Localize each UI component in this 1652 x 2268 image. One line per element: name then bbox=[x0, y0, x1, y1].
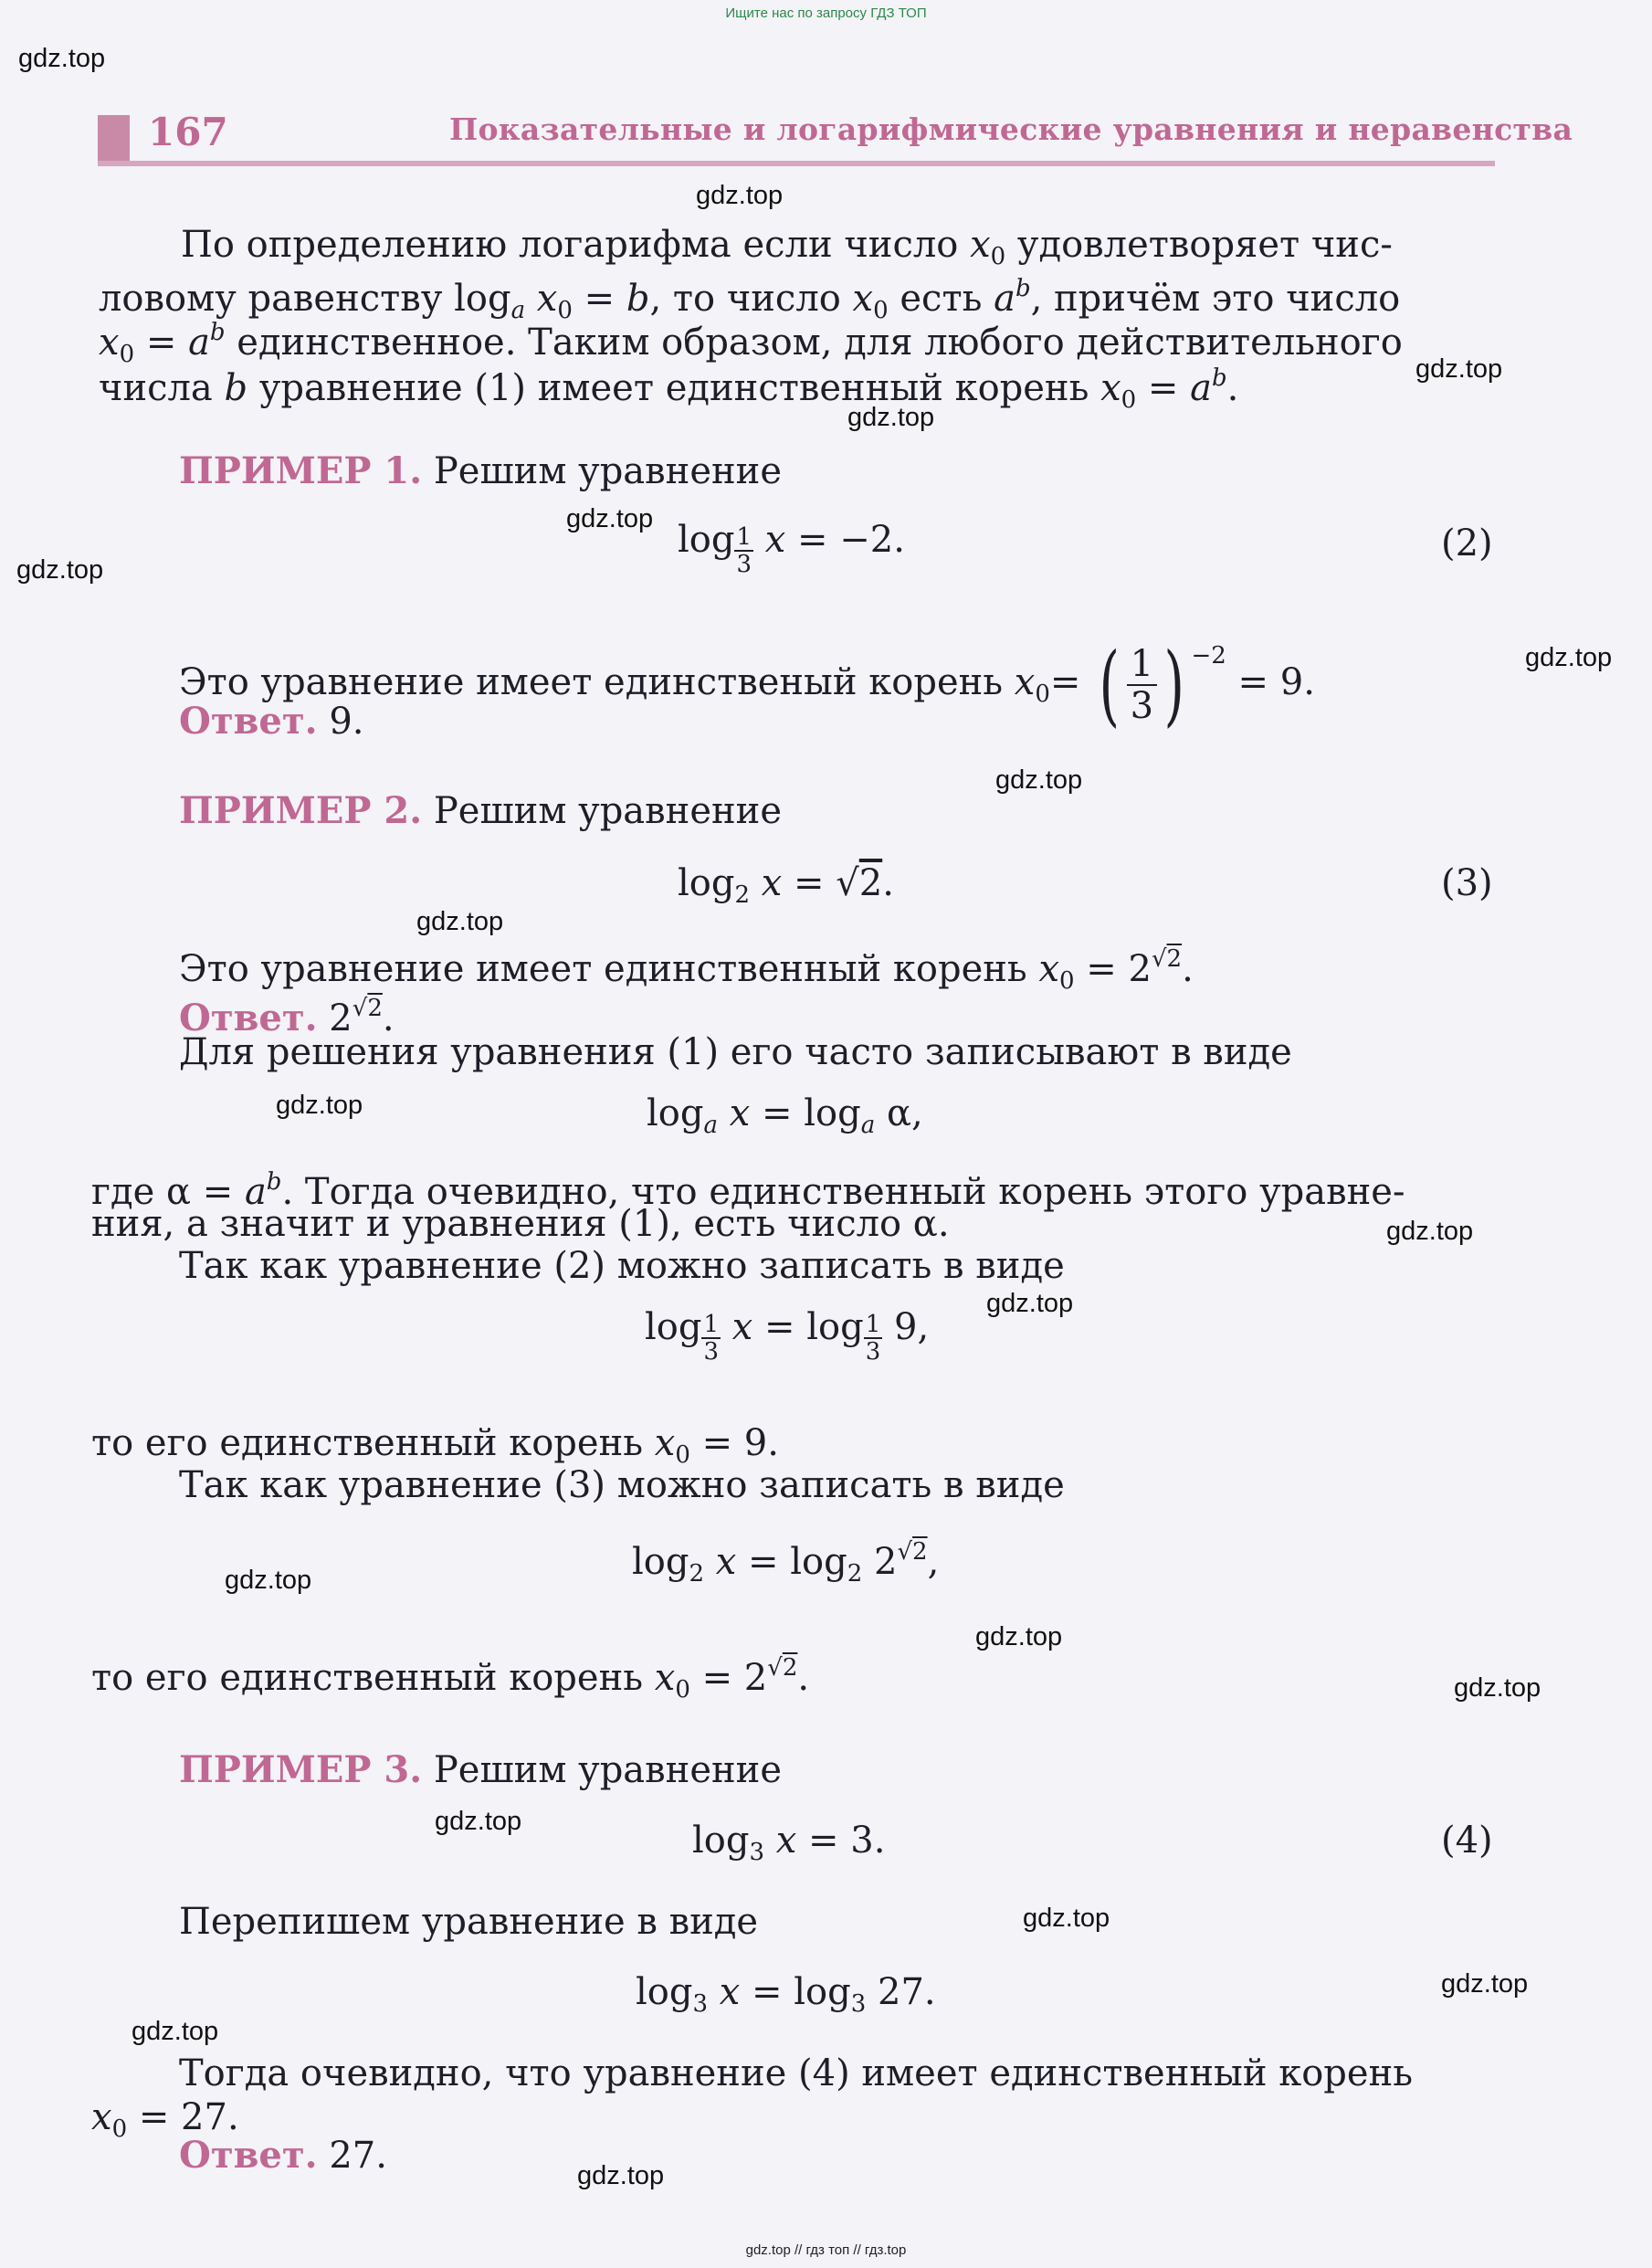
example-1-conclusion: Это уравнение имеет единственый корень $x_0=$ ( $\frac{1}{3}$ ) $^{-2}$ = 9. bbox=[179, 634, 1315, 736]
general-line-5: то его единственный корень $x_0 = 9$. bbox=[91, 1422, 779, 1469]
watermark-label: gdz.top bbox=[18, 44, 106, 73]
watermark-label: gdz.top bbox=[1441, 1969, 1529, 1999]
watermark-label: gdz.top bbox=[696, 181, 784, 210]
general-line-6: Так как уравнение (3) можно записать в виде bbox=[179, 1464, 1065, 1506]
equation-2: log $\frac{1}{3}$ x = −2. bbox=[678, 519, 905, 578]
top-note: Ищите нас по запросу ГДЗ ТОП bbox=[725, 5, 927, 21]
example-2-conclusion: Это уравнение имеет единственный корень $x_0 = 2^{√2}$. bbox=[179, 945, 1194, 995]
equation-number-4: (4) bbox=[1441, 1820, 1493, 1862]
general-line-1: Для решения уравнения (1) его часто записывают в виде bbox=[179, 1031, 1292, 1073]
equation-number-3: (3) bbox=[1441, 862, 1493, 904]
example-2-heading: ПРИМЕР 2. Решим уравнение bbox=[179, 789, 782, 832]
bottom-note: gdz.top // гдз топ // гдз.top bbox=[745, 2242, 907, 2258]
equation-4-rewritten: $\log_3 x = \log_3 27$. bbox=[636, 1971, 936, 2018]
intro-line-3: $x_0 = a^b$ единственное. Таким образом, для любого действительного bbox=[99, 319, 1403, 368]
intro-line-4: числа b уравнение (1) имеет единственный корень $x_0 = a^b$. bbox=[99, 364, 1239, 414]
watermark-label: gdz.top bbox=[132, 2017, 219, 2046]
header-marker bbox=[98, 115, 130, 161]
equation-3: $\log_2 x = √2$. bbox=[678, 862, 894, 909]
header-rule bbox=[98, 161, 1495, 166]
watermark-label: gdz.top bbox=[995, 765, 1083, 795]
example-1-answer: Ответ. 9. bbox=[179, 700, 364, 743]
page-number: 167 bbox=[148, 110, 228, 154]
watermark-label: gdz.top bbox=[577, 2161, 665, 2190]
watermark-label: gdz.top bbox=[1415, 354, 1503, 384]
example-2-answer: Ответ. $2^{√2}$. bbox=[179, 995, 395, 1039]
example-3-rewrite: Перепишем уравнение в виде bbox=[179, 1901, 759, 1943]
watermark-label: gdz.top bbox=[986, 1289, 1074, 1318]
equation-3-rewritten: $\log_2 x = \log_2 2^{√2}$, bbox=[632, 1538, 940, 1588]
watermark-label: gdz.top bbox=[16, 555, 104, 585]
watermark-label: gdz.top bbox=[1023, 1904, 1110, 1933]
general-line-7: то его единственный корень $x_0 = 2^{√2}$. bbox=[91, 1654, 810, 1704]
watermark-label: gdz.top bbox=[975, 1622, 1063, 1651]
equation-4: $\log_3 x = 3$. bbox=[692, 1820, 886, 1866]
watermark-label: gdz.top bbox=[225, 1566, 312, 1595]
intro-line-1: По определению логарифма если число $x_0$ удовлетворяет чис- bbox=[181, 224, 1393, 270]
equation-general: $\log_a x = \log_a \alpha$, bbox=[647, 1092, 923, 1139]
watermark-label: gdz.top bbox=[1386, 1217, 1474, 1246]
watermark-label: gdz.top bbox=[847, 403, 935, 432]
watermark-label: gdz.top bbox=[566, 504, 654, 533]
general-line-2: где $\alpha = a^b$. Тогда очевидно, что единственный корень этого уравне- bbox=[91, 1168, 1405, 1213]
general-line-3: ния, а значит и уравнения (1), есть число α. bbox=[91, 1203, 950, 1245]
equation-2-rewritten: log $\frac{1}{3}$ x = log $\frac{1}{3}$ 9, bbox=[645, 1306, 930, 1366]
example-3-conclusion: Тогда очевидно, что уравнение (4) имеет единственный корень bbox=[179, 2052, 1414, 2094]
example-1-heading: ПРИМЕР 1. Решим уравнение bbox=[179, 449, 782, 492]
example-3-answer: Ответ. 27. bbox=[179, 2134, 387, 2177]
example-3-root: $x_0 = 27$. bbox=[91, 2096, 239, 2143]
page-header-title: Показательные и логарифмические уравнения и неравенства bbox=[449, 111, 1573, 147]
watermark-label: gdz.top bbox=[1525, 643, 1613, 672]
general-line-4: Так как уравнение (2) можно записать в виде bbox=[179, 1245, 1065, 1287]
watermark-label: gdz.top bbox=[416, 907, 504, 936]
watermark-label: gdz.top bbox=[276, 1091, 363, 1120]
equation-number-2: (2) bbox=[1441, 522, 1493, 564]
intro-line-2: ловому равенству $\log_a x_0 = b$, то число $x_0$ есть $a^b$, причём это число bbox=[99, 275, 1401, 324]
watermark-label: gdz.top bbox=[435, 1807, 522, 1836]
watermark-label: gdz.top bbox=[1454, 1673, 1542, 1703]
example-3-heading: ПРИМЕР 3. Решим уравнение bbox=[179, 1748, 782, 1791]
